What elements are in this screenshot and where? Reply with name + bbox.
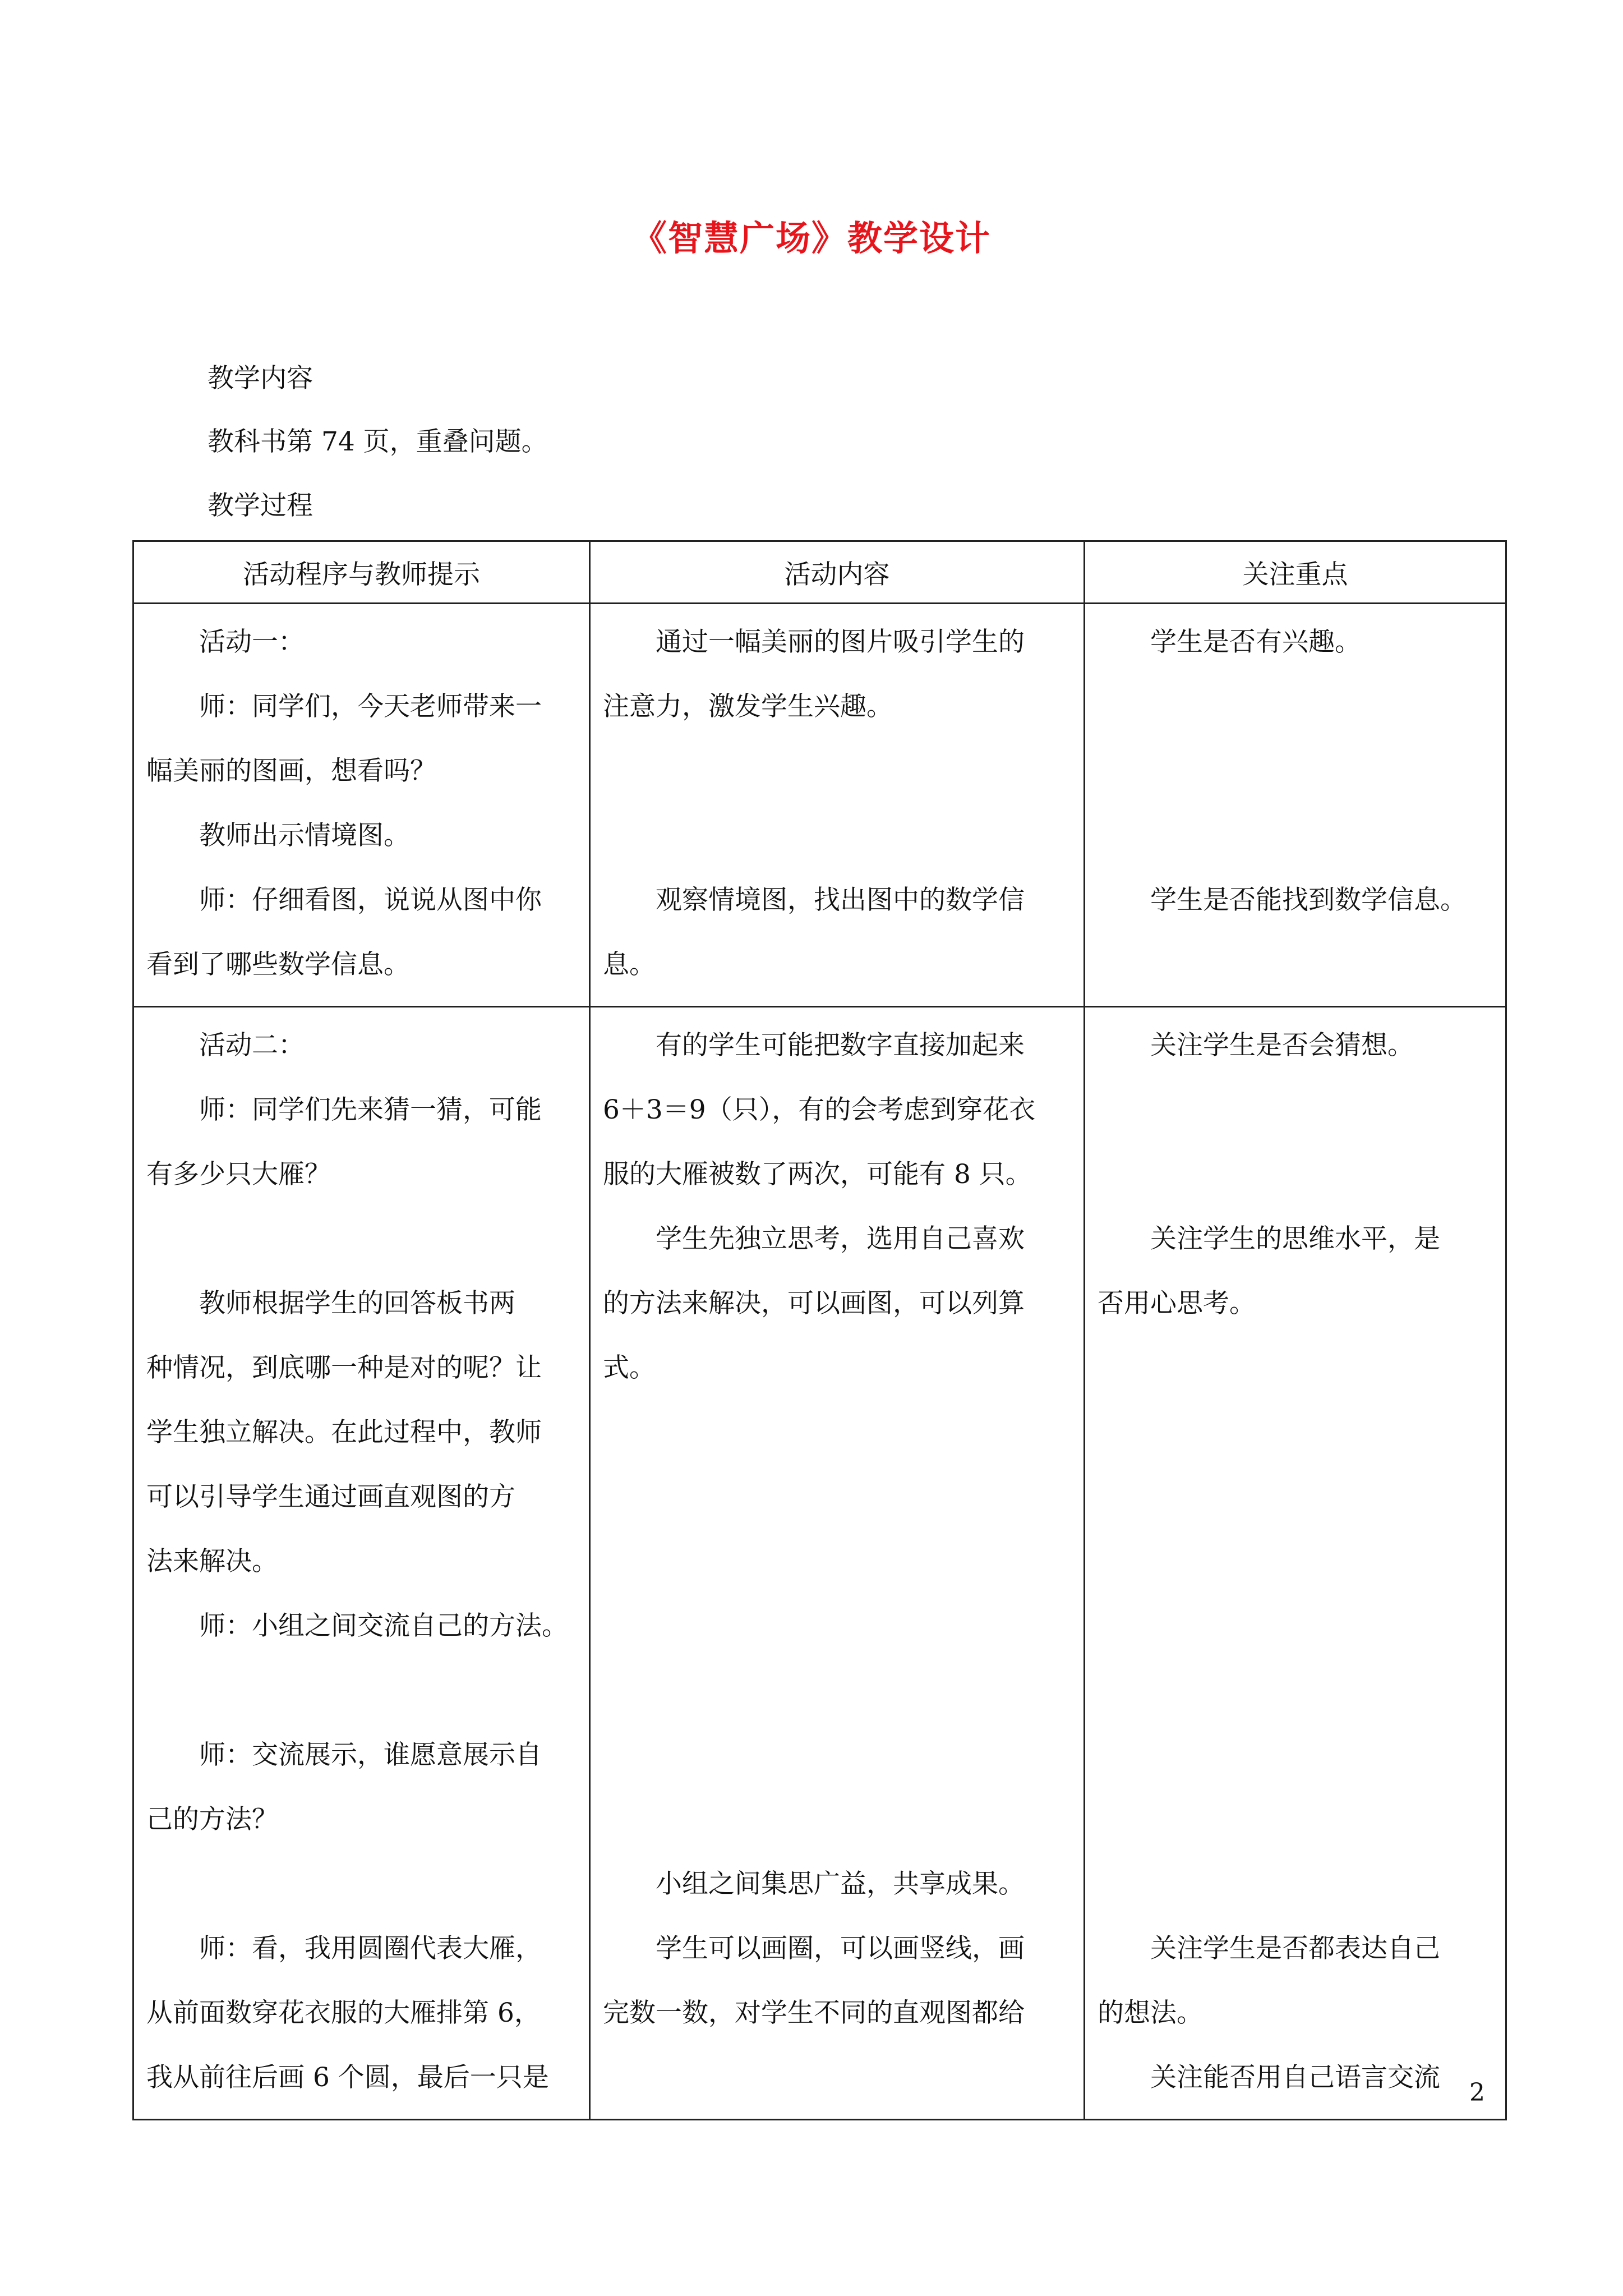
table-header-row [133,541,1506,604]
text-line: 种情况，到底哪一种是对的呢？让 [146,1352,542,1383]
section-heading-content: 教学内容 [208,363,313,394]
row2-content-cell [590,1007,1085,2120]
text-line: 活动二： [199,1030,305,1061]
content-text: 教科书第 74 页，重叠问题。 [208,426,548,457]
text-line: 关注学生的思维水平，是 [1150,1223,1440,1254]
page-number: 2 [1469,2078,1485,2107]
text-line: 完数一数，对学生不同的直观图都给 [603,1998,1025,2028]
text-line: 的想法。 [1098,1998,1203,2028]
text-line: 可以引导学生通过画直观图的方 [146,1481,515,1512]
text-line: 学生独立解决。在此过程中，教师 [146,1417,542,1448]
header-activity-content: 活动内容 [590,541,1085,604]
row1-procedure-cell [133,604,590,1007]
text-line: 通过一幅美丽的图片吸引学生的 [656,627,1025,657]
text-line: 小组之间集思广益，共享成果。 [656,1869,1025,1899]
row1-focus-cell [1085,604,1506,1007]
text-line: 有的学生可能把数字直接加起来 [656,1030,1025,1061]
text-line: 师：交流展示，谁愿意展示自 [199,1740,542,1770]
text-line: 学生是否有兴趣。 [1150,627,1361,657]
section-heading-process: 教学过程 [208,490,313,521]
row2-focus-cell [1085,1007,1506,2120]
text-line: 法来解决。 [146,1546,278,1577]
text-line: 看到了哪些数学信息。 [146,949,410,980]
row2-procedure-cell [133,1007,590,2120]
text-line: 学生是否能找到数学信息。 [1150,885,1467,915]
text-line: 服的大雁被数了两次，可能有 8 只。 [603,1159,1032,1190]
header-focus: 关注重点 [1085,541,1506,604]
table-row [133,1007,1506,2120]
text-line: 我从前往后画 6 个圆，最后一只是 [146,2062,549,2093]
text-line: 有多少只大雁？ [146,1159,331,1190]
text-line: 活动一： [199,627,305,657]
text-line: 关注能否用自己语言交流 [1150,2062,1440,2093]
text-line: 关注学生是否会猜想。 [1150,1030,1414,1061]
text-line: 关注学生是否都表达自己 [1150,1933,1440,1964]
text-line: 注意力，激发学生兴趣。 [603,691,893,722]
text-line: 从前面数穿花衣服的大雁排第 6， [146,1998,541,2028]
text-line: 否用心思考。 [1098,1288,1256,1319]
row1-content-cell [590,604,1085,1007]
text-line: 观察情境图，找出图中的数学信 [656,885,1025,915]
text-line: 教师根据学生的回答板书两 [199,1288,515,1319]
text-line: 师：仔细看图，说说从图中你 [199,885,542,915]
text-line: 师：同学们，今天老师带来一 [199,691,542,722]
table-row [133,604,1506,1007]
text-line: 学生先独立思考，选用自己喜欢 [656,1223,1025,1254]
lesson-table [132,540,1507,2120]
document-title: 《智慧广场》教学设计 [631,218,991,259]
text-line: 息。 [603,949,656,980]
text-line: 式。 [603,1352,656,1383]
text-line: 幅美丽的图画，想看吗？ [146,756,436,786]
text-line: 师：同学们先来猜一猜，可能 [199,1094,542,1125]
text-line: 师：看，我用圆圈代表大雁， [199,1933,542,1964]
text-line: 的方法来解决，可以画图，可以列算 [603,1288,1025,1319]
text-line: 师：小组之间交流自己的方法。 [199,1611,568,1641]
text-line: 教师出示情境图。 [199,820,410,851]
text-line: 6＋3＝9（只），有的会考虑到穿花衣 [603,1094,1036,1125]
text-line: 学生可以画圈，可以画竖线，画 [656,1933,1025,1964]
text-line: 己的方法？ [146,1804,278,1835]
header-procedure: 活动程序与教师提示 [133,541,590,604]
